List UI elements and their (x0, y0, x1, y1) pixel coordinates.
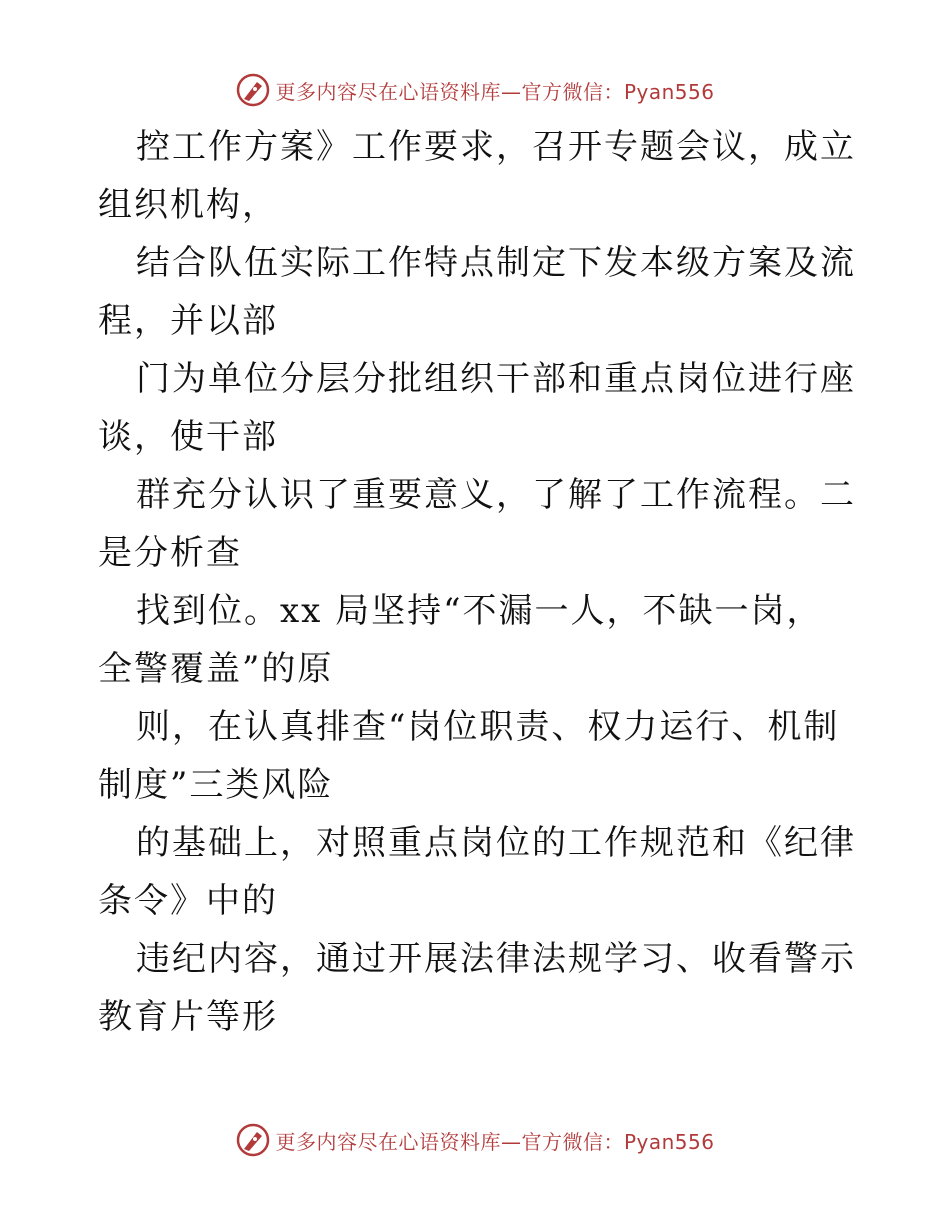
pen-nib-icon (235, 72, 271, 108)
footer-banner-text: 更多内容尽在心语资料库—官方微信：Pyan556 (275, 1129, 715, 1154)
paragraph-8: 违纪内容，通过开展法律法规学习、收看警示教育片等形 (98, 939, 856, 1037)
paragraph-2: 结合队伍实际工作特点制定下发本级方案及流程，并以部 (98, 243, 856, 341)
paragraph-3: 门为单位分层分批组织干部和重点岗位进行座谈，使干部 (98, 359, 856, 457)
paragraph-4: 群充分认识了重要意义，了解了工作流程。二是分析查 (98, 475, 856, 573)
footer-banner (0, 1120, 950, 1160)
document-body (98, 118, 858, 1046)
pen-nib-icon (235, 1122, 271, 1158)
paragraph-1: 控工作方案》工作要求，召开专题会议，成立组织机构， (98, 127, 856, 225)
paragraph-6: 则，在认真排查“岗位职责、权力运行、机制制度”三类风险 (98, 707, 840, 805)
paragraph-5: 找到位。xx 局坚持“不漏一人，不缺一岗，全警覆盖”的原 (98, 591, 823, 689)
header-banner (0, 70, 950, 110)
header-banner-text: 更多内容尽在心语资料库—官方微信：Pyan556 (275, 79, 715, 104)
paragraph-7: 的基础上，对照重点岗位的工作规范和《纪律条令》中的 (98, 823, 856, 921)
